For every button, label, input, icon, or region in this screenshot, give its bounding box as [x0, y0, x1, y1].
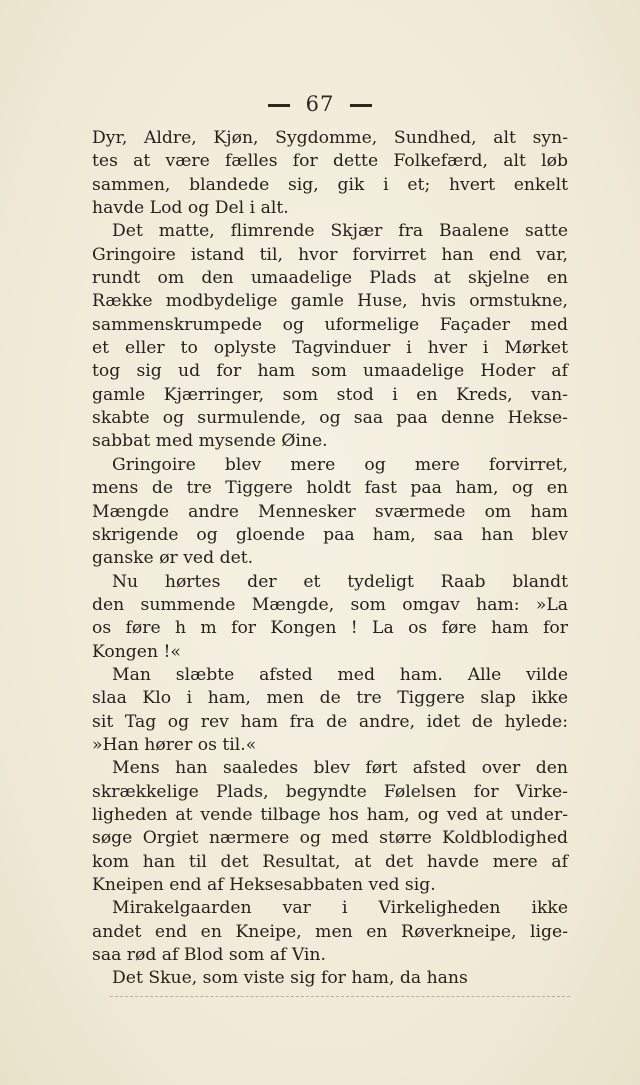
text-line: Kneipen end af Heksesabbaten ved sig. — [92, 875, 436, 895]
text-line: Gringoire blev mere og mere forvirret, — [112, 454, 568, 475]
text-line: Række modbydelige gamle Huse, hvis ormstukne, — [92, 291, 568, 312]
paragraph — [92, 454, 568, 571]
text-line: sammen, blandede sig, gik i et; hvert enkelt — [92, 174, 568, 195]
paragraph — [92, 967, 568, 990]
text-line: andet end en Kneipe, men en Røverkneipe, lige- — [92, 921, 568, 942]
text-line: os føre h m for Kongen ! La os føre ham for — [92, 618, 568, 639]
paragraph — [92, 571, 568, 664]
text-line: sabbat med mysende Øine. — [92, 431, 328, 452]
text-line: Det matte, flimrende Skjær fra Baalene satte — [112, 221, 568, 242]
text-line: ganske ør ved det. — [92, 548, 254, 569]
body-text — [92, 127, 568, 991]
text-line: »Han hører os til.« — [92, 734, 257, 755]
text-line: skrækkelige Plads, begyndte Følelsen for Virke- — [92, 781, 568, 802]
bottom-edge-rule — [110, 996, 570, 997]
text-line: Mirakelgaarden var i Virkeligheden ikke — [112, 898, 568, 919]
paragraph — [92, 897, 568, 967]
text-line: Gringoire istand til, hvor forvirret han end var, — [92, 244, 568, 265]
text-line: skrigende og gloende paa ham, saa han blev — [92, 524, 568, 545]
text-line: søge Orgiet nærmere og med større Koldblodighed — [92, 828, 568, 849]
text-line: rundt om den umaadelige Plads at skjelne en — [92, 268, 568, 289]
text-line: Mens han saaledes blev ført afsted over den — [112, 758, 568, 779]
text-line: gamle Kjærringer, som stod i en Kreds, van- — [92, 384, 568, 405]
text-line: skabte og surmulende, og saa paa denne Hekse- — [92, 408, 568, 429]
page-number-dash-right — [350, 104, 372, 107]
text-line: Man slæbte afsted med ham. Alle vilde — [112, 664, 568, 685]
page-number — [0, 92, 640, 116]
paragraph — [92, 664, 568, 757]
text-line: Kongen !« — [92, 641, 181, 662]
paragraph — [92, 127, 568, 220]
text-line: sit Tag og rev ham fra de andre, idet de hylede: — [92, 711, 568, 732]
text-line: Mængde andre Mennesker sværmede om ham — [92, 501, 568, 522]
paragraph — [92, 757, 568, 897]
text-line: kom han til det Resultat, at det havde mere af — [92, 851, 568, 872]
text-line: saa rød af Blod som af Vin. — [92, 945, 326, 966]
text-line: et eller to oplyste Tagvinduer i hver i Mørket — [92, 338, 568, 359]
text-line: Dyr, Aldre, Kjøn, Sygdomme, Sundhed, alt syn- — [92, 128, 568, 148]
text-line: den summende Mængde, som omgav ham: »La — [92, 594, 568, 615]
text-line: sammenskrumpede og uformelige Façader med — [92, 314, 568, 335]
paragraph — [92, 220, 568, 453]
text-line: Nu hørtes der et tydeligt Raab blandt — [112, 571, 568, 592]
text-line: tog sig ud for ham som umaadelige Hoder af — [92, 361, 568, 382]
page-number-text: 67 — [305, 92, 335, 116]
text-line: ligheden at vende tilbage hos ham, og ved at under- — [92, 804, 568, 825]
text-line: Det Skue, som viste sig for ham, da hans — [112, 968, 468, 989]
text-line: slaa Klo i ham, men de tre Tiggere slap ikke — [92, 688, 568, 709]
page-number-dash-left — [268, 104, 290, 107]
text-line: havde Lod og Del i alt. — [92, 198, 289, 219]
text-line: mens de tre Tiggere holdt fast paa ham, og en — [92, 478, 568, 499]
text-line: tes at være fælles for dette Folkefærd, alt løb — [92, 151, 568, 172]
